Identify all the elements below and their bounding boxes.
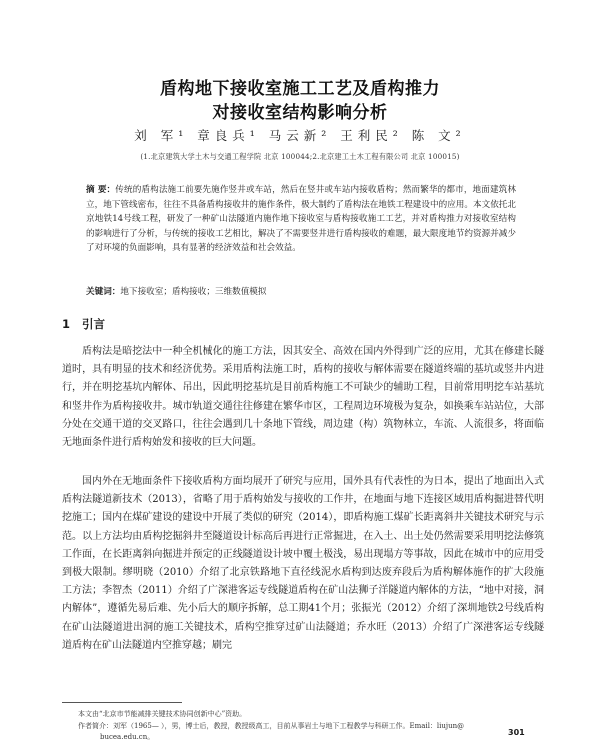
paper-title-line2: 对接收室结构影响分析	[212, 103, 388, 123]
section-heading	[62, 316, 105, 332]
footnote-author: 作者简介：刘军（1965— ），男，博士后，教授，教授级高工，目前从事岩土与地下工程教学与科研工作。Email：liujun@	[78, 722, 465, 730]
footnote-email: bucea.edu.cn。	[100, 733, 155, 741]
section-title: 引言	[82, 317, 106, 331]
paper-title-line1: 盾构地下接收室施工工艺及盾构推力	[160, 79, 440, 99]
abstract-text: 传统的盾构法施工前要先施作竖井或车站，然后在竖井或车站内接收盾构；然而繁华的都市，地面建筑林立，地下管线密布，往往不具备盾构接收井的施作条件，极大制约了盾构法在地铁工程建设中的应用。本文依托北京地铁14号线工程，研发了一种矿山法隧道内施作地下接收室与盾构接收施工工艺，并对盾构推力对接收室结构的影响进行了分析，与传统的接收工艺相比，解决了不需要竖井进行盾构接收的难题，最大限度地节约资源并减少了对环境的负面影响，具有显著的经济效益和社会效益。	[86, 185, 516, 254]
keywords	[86, 285, 516, 297]
paragraph-text: 国内外在无地面条件下接收盾构方面均展开了研究与应用，国外具有代表性的为日本，提出了地面出入式盾构法隧道新技术（2013），省略了用于盾构始发与接收的工作井，在地面与地下连接区域用盾构掘进替代明挖施工；国内在煤矿建设的建设中开展了类似的研究（2014），即盾构施工煤矿长距离斜井关键技术研究与示范。以上方法均由盾构挖掘斜井至隧道设计标高后再进行正常掘进，在入土、出土处仍然需要采用明挖法修筑工作面，在长距离斜向掘进并预定的正线隧道设计坡中覆土极浅，易出现塌方等事故，因此在城市中的应用受到极大限制。缪明晓（2010）介绍了北京铁路地下直径线泥水盾构到达废弃段后为盾构解体施作的扩大段施工方法；李智杰（2011）介绍了广深港客运专线隧道盾构在矿山法狮子洋隧道内解体的方法，“地中对接，洞内解体”，遵循先易后难、先小后大的顺序拆解，总工期41个月；张振光（2012）介绍了深圳地铁2号线盾构在矿山法隧道进出洞的施工关键技术，盾构空推穿过矿山法隧道；乔水旺（2013）介绍了广深港客运专线隧道盾构在矿山法隧道内空推穿越；刷完	[62, 476, 544, 651]
body-paragraph-1	[62, 343, 544, 452]
footnote-fund: 本文由“北京市节能减排关键技术协同创新中心”资助。	[78, 710, 247, 718]
abstract-label: 摘 要：	[86, 185, 116, 195]
page-number: 301	[508, 728, 525, 737]
section-number: 1	[62, 317, 71, 331]
keywords-label: 关键词：	[86, 287, 121, 297]
footnote-divider	[62, 702, 182, 703]
paragraph-text: 盾构法是暗挖法中一种全机械化的施工方法，因其安全、高效在国内外得到广泛的应用，尤其在修建长隧道时，具有明显的技术和经济优势。采用盾构法施工时，盾构的接收与解体需要在隧道终端的基坑或竖井内进行，并在明挖基坑内解体、吊出，因此明挖基坑是目前盾构施工不可缺少的辅助工程，目前常用明挖车站基坑和竖井作为盾构接收井。城市轨道交通往往修建在繁华市区，工程周边环境极为复杂，如换乘车站站位，大部分处在交通干道的交叉路口，往往会遇到几十条地下管线，周边建（构）筑物林立，车流、人流很多，将面临无地面条件进行盾构始发和接收的巨大问题。	[62, 346, 544, 449]
abstract	[86, 183, 516, 256]
keywords-text: 地下接收室；盾构接收；三维数值模拟	[120, 287, 267, 297]
body-paragraph-2	[62, 473, 544, 655]
affiliations: (1.北京建筑大学土木与交通工程学院 北京 100044;2.北京建工土木工程有限公司 北京 100015)	[140, 152, 460, 161]
author-list: 刘 军¹ 章良兵¹ 马云新² 王利民² 陈 文²	[134, 128, 466, 143]
